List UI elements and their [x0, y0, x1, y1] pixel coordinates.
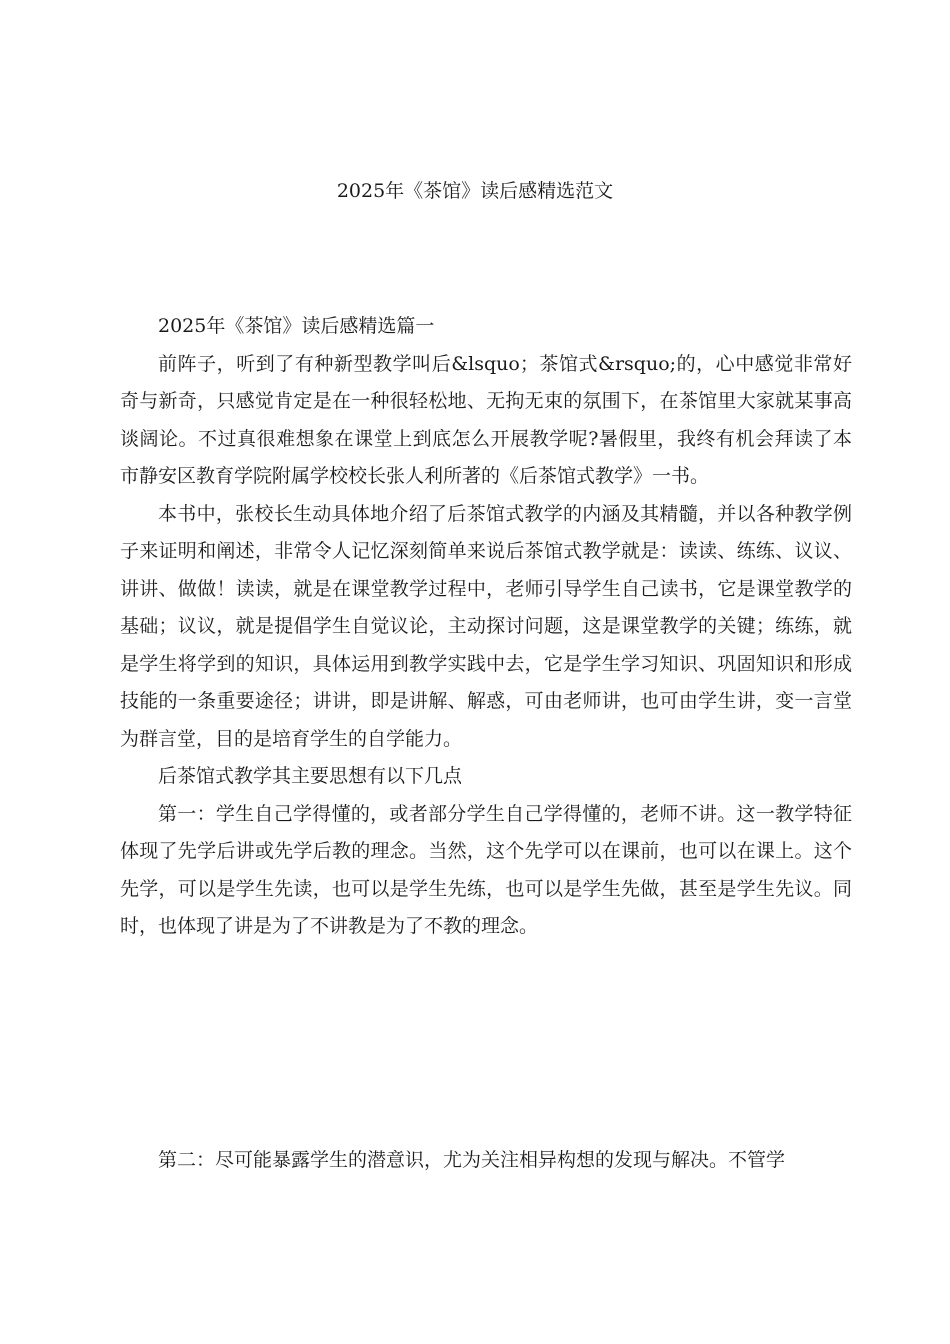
paragraph: 第一：学生自己学得懂的，或者部分学生自己学得懂的，老师不讲。这一教学特征体现了先学后讲或先学后教的理念。当然，这个先学可以在课前，也可以在课上。这个先学，可以是学生先读，也可以是学生先练，也可以是学生先做，甚至是学生先议。同时，也体现了讲是为了不讲教是为了不教的理念。 [120, 802, 852, 937]
section-heading: 2025年《茶馆》读后感精选篇一 [158, 315, 435, 337]
paragraph: 第二：尽可能暴露学生的潜意识，尤为关注相异构想的发现与解决。不管学 [158, 1149, 786, 1171]
paragraph: 本书中，张校长生动具体地介绍了后茶馆式教学的内涵及其精髓，并以各种教学例子来证明和阐述，非常令人记忆深刻简单来说后茶馆式教学就是：读读、练练、议议、讲讲、做做！读读，就是在课堂教学过程中，老师引导学生自己读书，它是课堂教学的基础；议议，就是提倡学生自觉议论，主动探讨问题，这是课堂教学的关键；练练，就是学生将学到的知识，具体运用到教学实践中去，它是学生学习知识、巩固知识和形成技能的一条重要途径；讲讲，即是讲解、解惑，可由老师讲，也可由学生讲，变一言堂为群言堂，目的是培育学生的自学能力。 [120, 502, 852, 750]
document-body-continued [120, 1142, 852, 1180]
document-body [120, 308, 852, 946]
paragraph: 前阵子，听到了有种新型教学叫后&lsquo；茶馆式&rsquo;的，心中感觉非常好奇与新奇，只感觉肯定是在一种很轻松地、无拘无束的氛围下，在茶馆里大家就某事高谈阔论。不过真很难想象在课堂上到底怎么开展教学呢?暑假里，我终有机会拜读了本市静安区教育学院附属学校校长张人利所著的《后茶馆式教学》一书。 [120, 352, 852, 487]
document-title: 2025年《茶馆》读后感精选范文 [336, 180, 614, 202]
paragraph: 后茶馆式教学其主要思想有以下几点 [158, 765, 463, 787]
